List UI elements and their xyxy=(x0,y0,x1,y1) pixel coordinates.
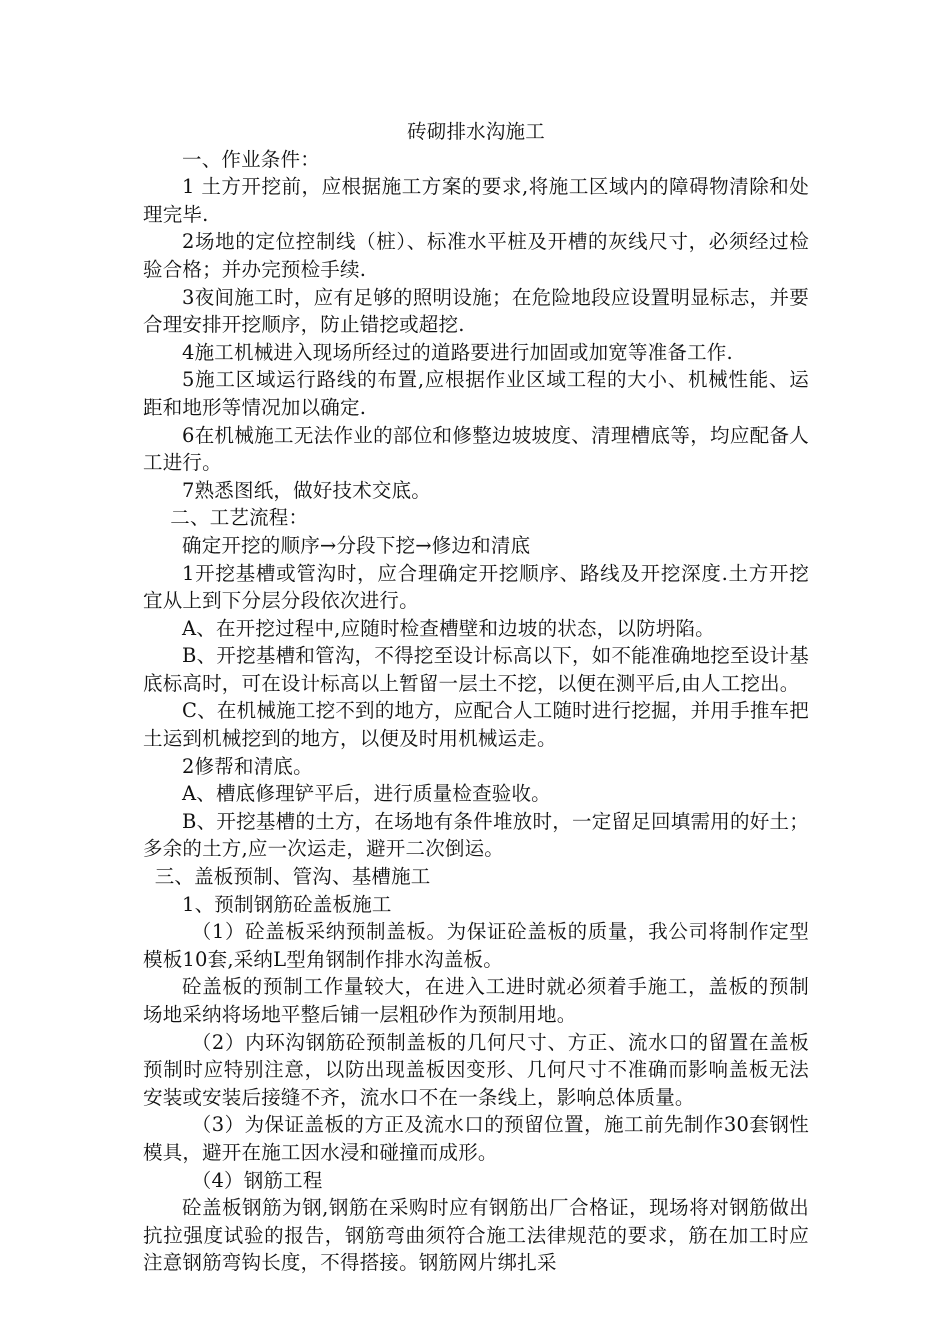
paragraph: 2场地的定位控制线（桩）、标准水平桩及开槽的灰线尺寸，必须经过检验合格；并办完预检手续. xyxy=(143,230,809,281)
paragraph: A、在开挖过程中,应随时检查槽壁和边坡的状态，以防坍陷。 xyxy=(182,616,715,640)
document-body xyxy=(143,118,809,1277)
paragraph: B、开挖基槽的土方，在场地有条件堆放时，一定留足回填需用的好土；多余的土方,应一次运走，避开二次倒运。 xyxy=(143,809,809,861)
paragraph: （3）为保证盖板的方正及流水口的预留位置，施工前先制作30套钢性模具，避开在施工因水浸和碰撞而成形。 xyxy=(143,1113,809,1164)
paragraph: 确定开挖的顺序→分段下挖→修边和清底 xyxy=(182,533,531,557)
paragraph: 1开挖基槽或管沟时，应合理确定开挖顺序、路线及开挖深度.土方开挖宜从上到下分层分段依次进行。 xyxy=(143,561,809,613)
paragraph: 砼盖板钢筋为钢,钢筋在采购时应有钢筋出厂合格证，现场将对钢筋做出抗拉强度试验的报告，钢筋弯曲须符合施工法律规范的要求，筋在加工时应注意钢筋弯钩长度，不得搭接。钢筋网片绑扎采 xyxy=(143,1196,809,1275)
paragraph: 2修帮和清底。 xyxy=(182,754,313,778)
paragraph: 1 土方开挖前，应根据施工方案的要求,将施工区域内的障碍物清除和处理完毕. xyxy=(143,175,809,226)
section-heading-1: 一、作业条件： xyxy=(182,147,320,171)
document-title: 砖砌排水沟施工 xyxy=(407,120,545,143)
paragraph: 砼盖板的预制工作量较大，在进入工进时就必须着手施工，盖板的预制场地采纳将场地平整后铺一层粗砂作为预制用地。 xyxy=(143,975,809,1026)
paragraph: B、开挖基槽和管沟，不得挖至设计标高以下，如不能准确地挖至设计基底标高时，可在设计标高以上暂留一层土不挖，以便在测平后,由人工挖出。 xyxy=(143,644,809,695)
paragraph: （4）钢筋工程 xyxy=(191,1168,323,1192)
section-heading-2: 二、工艺流程： xyxy=(170,506,309,530)
paragraph: 1、预制钢筋砼盖板施工 xyxy=(182,892,392,916)
paragraph: 7熟悉图纸，做好技术交底。 xyxy=(182,478,432,502)
paragraph: （2）内环沟钢筋砼预制盖板的几何尺寸、方正、流水口的留置在盖板预制时应特别注意，以防出现盖板因变形、几何尺寸不准确而影响盖板无法安装或安装后接缝不齐，流水口不在一条线上，影响总体质量。 xyxy=(143,1030,809,1109)
paragraph: 5施工区域运行路线的布置,应根据作业区域工程的大小、机械性能、运距和地形等情况加以确定. xyxy=(143,368,809,419)
paragraph: A、槽底修理铲平后，进行质量检查验收。 xyxy=(182,782,551,806)
paragraph: 3夜间施工时，应有足够的照明设施；在危险地段应设置明显标志，并要合理安排开挖顺序，防止错挖或超挖. xyxy=(143,285,809,337)
paragraph: 4施工机械进入现场所经过的道路要进行加固或加宽等准备工作. xyxy=(182,340,733,364)
paragraph: （1）砼盖板采纳预制盖板。为保证砼盖板的质量，我公司将制作定型模板10套,采纳L型角钢制作排水沟盖板。 xyxy=(143,920,809,971)
section-heading-3: 三、盖板预制、管沟、基槽施工 xyxy=(154,865,431,889)
paragraph: 6在机械施工无法作业的部位和修整边坡坡度、清理槽底等，均应配备人工进行。 xyxy=(143,423,809,475)
paragraph: C、在机械施工挖不到的地方，应配合人工随时进行挖掘，并用手推车把土运到机械挖到的地方，以便及时用机械运走。 xyxy=(143,699,809,751)
